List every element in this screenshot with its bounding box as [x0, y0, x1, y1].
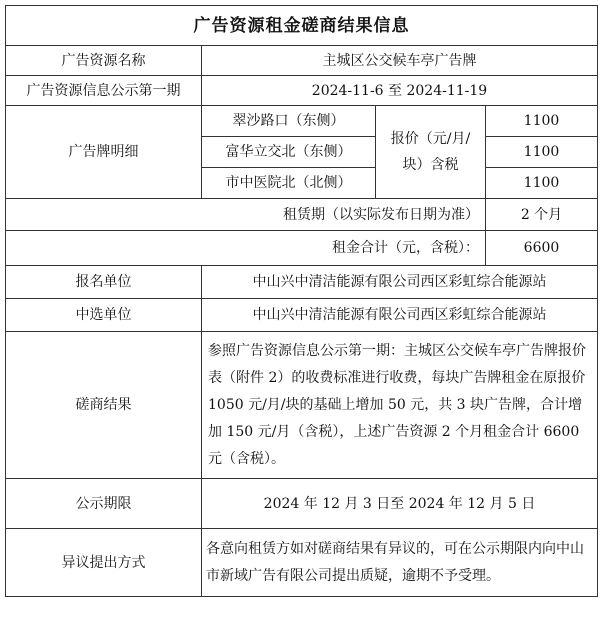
- detail-label: 广告牌明细: [6, 106, 202, 199]
- resource-name-value: 主城区公交候车亭广告牌: [202, 46, 598, 76]
- publicity-label: 公示期限: [6, 479, 202, 529]
- price-label: 报价（元/月/块）含税: [376, 106, 486, 199]
- rent-total-label: 租金合计（元，含税）：: [6, 231, 486, 266]
- page-title: 广告资源租金磋商结果信息: [6, 6, 598, 46]
- selected-label: 中选单位: [6, 299, 202, 332]
- lease-term-value: 2 个月: [486, 199, 598, 231]
- selected-value: 中山兴中清洁能源有限公司西区彩虹综合能源站: [202, 299, 598, 332]
- board-name: 富华立交北（东侧）: [202, 137, 376, 168]
- board-price: 1100: [486, 106, 598, 137]
- rent-total-value: 6600: [486, 231, 598, 266]
- notice-period-label: 广告资源信息公示第一期: [6, 76, 202, 106]
- result-value: 参照广告资源信息公示第一期：主城区公交候车亭广告牌报价表（附件 2）的收费标准进行收费，每块广告牌租金在原报价 1050 元/月/块的基础上增加 50 元，共 3 块广告牌，合计增加 150 元/月（含税），上述广告资源 2 个月租金合计 6600 元（含税）。: [202, 332, 598, 479]
- board-name: 市中医院北（北侧）: [202, 168, 376, 199]
- notice-period-value: 2024-11-6 至 2024-11-19: [202, 76, 598, 106]
- board-price: 1100: [486, 137, 598, 168]
- applicant-label: 报名单位: [6, 266, 202, 299]
- result-table: [5, 5, 598, 597]
- objection-label: 异议提出方式: [6, 529, 202, 597]
- objection-value: 各意向租赁方如对磋商结果有异议的，可在公示期限内向中山市新域广告有限公司提出质疑，逾期不予受理。: [202, 529, 598, 597]
- result-label: 磋商结果: [6, 332, 202, 479]
- lease-term-label: 租赁期（以实际发布日期为准）: [6, 199, 486, 231]
- resource-name-label: 广告资源名称: [6, 46, 202, 76]
- applicant-value: 中山兴中清洁能源有限公司西区彩虹综合能源站: [202, 266, 598, 299]
- publicity-value: 2024 年 12 月 3 日至 2024 年 12 月 5 日: [202, 479, 598, 529]
- board-name: 翠沙路口（东侧）: [202, 106, 376, 137]
- board-price: 1100: [486, 168, 598, 199]
